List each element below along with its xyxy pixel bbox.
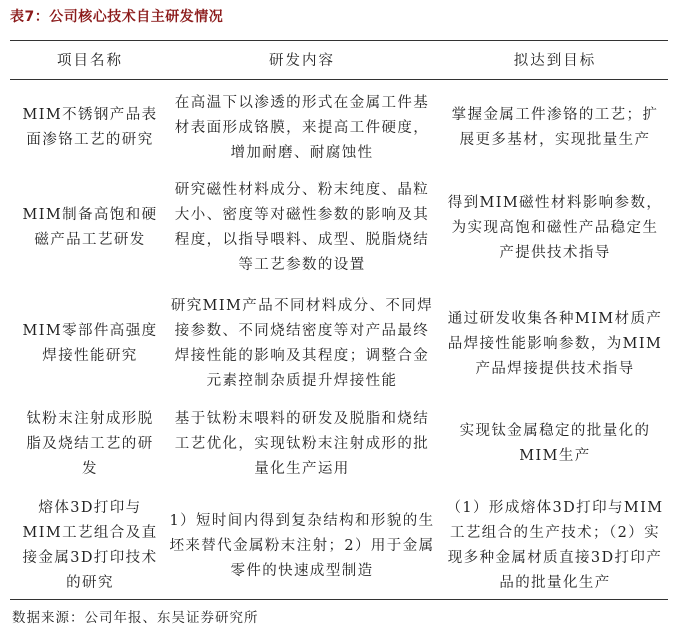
target-goal-cell: 通过研发收集各种MIM材质产品焊接性能影响参数，为MIM产品焊接提供技术指导 — [447, 310, 663, 377]
rd-content-cell: 研究MIM产品不同材料成分、不同焊接参数、不同烧结密度等对产品最终焊接性能的影响及其程度；调整合金元素控制杂质提升焊接性能 — [170, 298, 434, 389]
rd-content-cell: 基于钛粉末喂料的研发及脱脂和烧结工艺优化，实现钛粉末注射成形的批量化生产运用 — [174, 410, 430, 477]
target-goal-cell: （1）形成熔体3D打印与MIM工艺组合的生产技术；（2）实现多种金属材质直接3D打印产品的批量化生产 — [446, 500, 664, 591]
target-goal-cell: 得到MIM磁性材料影响参数，为实现高饱和磁性产品稳定生产提供技术指导 — [447, 194, 663, 261]
project-name-cell: 熔体3D打印与MIM工艺组合及直接金属3D打印技术的研究 — [22, 500, 158, 591]
data-source-note: 数据来源：公司年报、东吴证券研究所 — [12, 610, 259, 626]
table-header-rule — [10, 79, 668, 80]
rd-content-cell: 研究磁性材料成分、粉末纯度、晶粒大小、密度等对磁性参数的影响及其程度，以指导喂料、成型、脱脂烧结等工艺参数的设置 — [174, 182, 430, 273]
rd-content-cell: 1）短时间内得到复杂结构和形貌的生坯来替代金属粉末注射；2）用于金属零件的快速成型制造 — [169, 512, 435, 579]
rd-content-cell: 在高温下以渗透的形式在金属工件基材表面形成铬膜，来提高工件硬度，增加耐磨、耐腐蚀性 — [174, 94, 430, 161]
project-name-cell: MIM制备高饱和硬磁产品工艺研发 — [22, 207, 158, 248]
table-title: 表7：公司核心技术自主研发情况 — [10, 9, 224, 25]
project-name-cell: MIM零部件高强度焊接性能研究 — [22, 323, 158, 364]
target-goal-cell: 掌握金属工件渗铬的工艺；扩展更多基材，实现批量生产 — [451, 107, 659, 148]
header-rd-content: 研发内容 — [269, 53, 335, 69]
table-bottom-rule — [10, 599, 668, 600]
header-target-goal: 拟达到目标 — [513, 53, 597, 69]
target-goal-cell: 实现钛金属稳定的批量化的MIM生产 — [459, 423, 651, 464]
project-name-cell: 钛粉末注射成形脱脂及烧结工艺的研发 — [26, 410, 154, 477]
header-project-name: 项目名称 — [57, 53, 123, 69]
project-name-cell: MIM不锈钢产品表面渗铬工艺的研究 — [22, 107, 158, 148]
